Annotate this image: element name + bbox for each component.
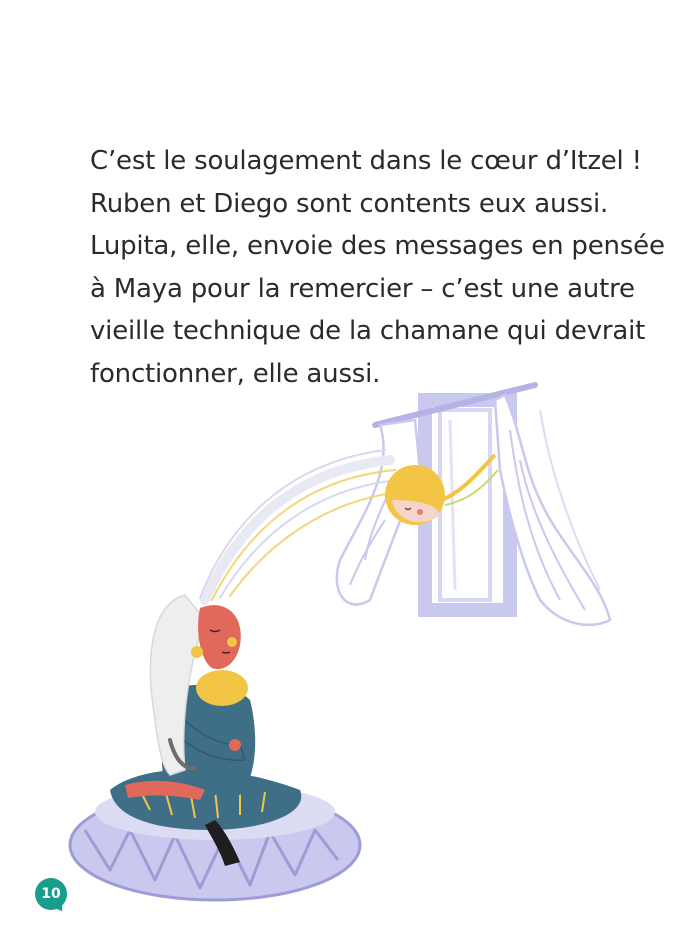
story-line: Lupita, elle, envoie des messages en pensée [90,231,665,261]
story-line: C’est le soulagement dans le cœur d’Itzel ! [90,146,642,176]
story-line: Ruben et Diego sont contents eux aussi. [90,188,609,219]
illustration [0,360,700,950]
story-line: fonctionner, elle aussi. [90,358,381,389]
story-line: à Maya pour la remercier – c’est une autre [90,273,635,304]
page-number-badge: 10 [35,878,67,910]
story-line: vieille technique de la chamane qui devrait [90,316,646,346]
story-text [90,140,665,395]
